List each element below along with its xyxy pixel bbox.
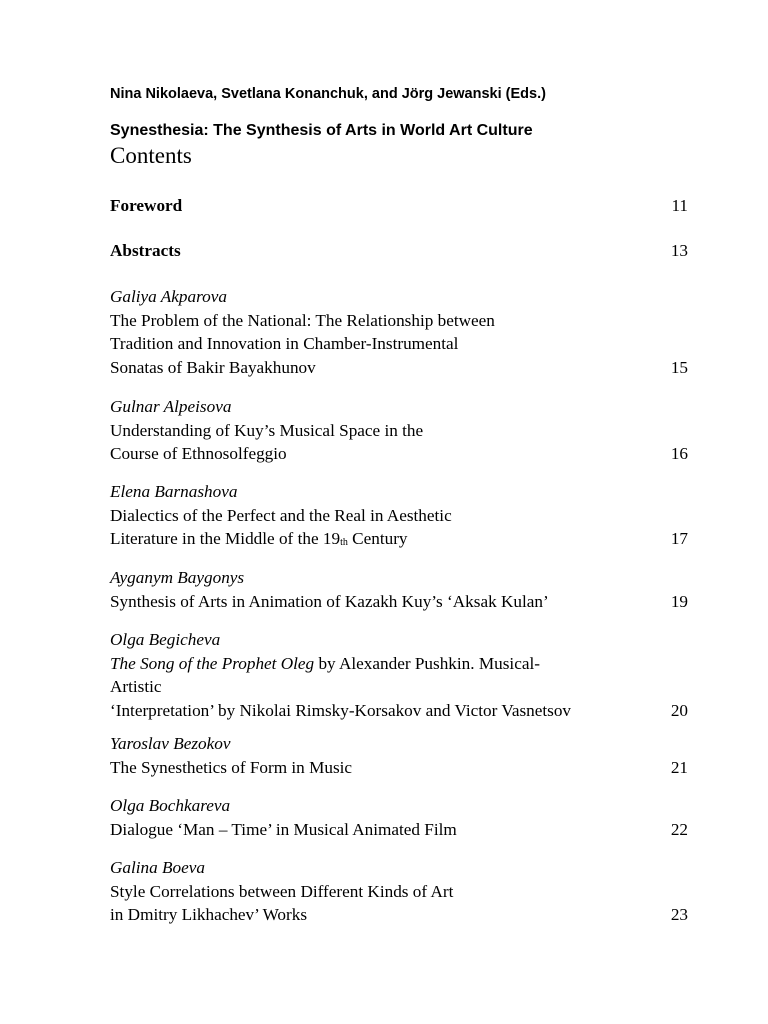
toc-title-line: ‘Interpretation’ by Nikolai Rimsky-Korsakov and Victor Vasnetsov [110,700,572,720]
toc-page-number: 19 [670,591,688,611]
toc-page-number: 20 [670,700,688,720]
toc-title-line: in Dmitry Likhachev’ Works [110,905,308,924]
toc-title-line: Artistic [110,677,162,696]
toc-entry [110,395,688,466]
toc-author: Ayganym Baygonys [110,568,245,587]
toc-title-line: The Problem of the National: The Relationship between [110,310,495,330]
toc-entry [110,732,688,779]
toc-page-number: 21 [670,757,688,777]
toc-page-number: 11 [671,196,688,215]
toc-author: Galiya Akparova [110,287,227,306]
toc-author: Yaroslav Bezokov [110,734,231,753]
toc-title-line [110,652,688,676]
toc-title-text: by Alexander Pushkin. Musical- [314,653,540,673]
toc-page-number: 13 [670,241,688,260]
toc-page-number: 15 [670,357,688,377]
toc-page-number: 17 [670,529,688,548]
toc-page-number: 22 [670,819,688,839]
toc-title-line: Dialogue ‘Man – Time’ in Musical Animated Film [110,819,457,839]
toc-title-line: The Synesthetics of Form in Music [110,757,353,777]
toc-author: Olga Bochkareva [110,796,231,815]
editors-line: Nina Nikolaeva, Svetlana Konanchuk, and Jörg Jewanski (Eds.) [110,86,546,102]
toc-entry-foreword [110,194,688,218]
toc-section-title: Foreword [110,196,183,215]
toc-title-italic: The Song of the Prophet Oleg [110,653,315,673]
toc-page-number: 23 [670,905,688,924]
toc-entry-abstracts [110,239,688,263]
toc-entry [110,566,688,613]
toc-page-number: 16 [670,444,688,463]
toc-entry [110,856,688,927]
toc-entry [110,794,688,841]
toc-title-line: Sonatas of Bakir Bayakhunov [110,357,316,377]
toc-title-line: Dialectics of the Perfect and the Real in Aesthetic [110,505,452,525]
toc-entry [110,480,688,551]
toc-title-line: Synthesis of Arts in Animation of Kazakh Kuy’s ‘Aksak Kulan’ [110,591,549,611]
book-title: Synesthesia: The Synthesis of Arts in World Art Culture [110,122,533,139]
toc-section-title: Abstracts [110,241,181,260]
ordinal-suffix: th [340,537,348,548]
toc-entry [110,285,688,379]
toc-title-line: Course of Ethnosolfeggio [110,444,287,463]
toc-title-line [110,527,688,551]
toc-title-line: Style Correlations between Different Kinds of Art [110,881,454,901]
toc-author: Gulnar Alpeisova [110,397,232,416]
toc-title-line: Understanding of Kuy’s Musical Space in the [110,420,424,440]
toc-author: Elena Barnashova [110,482,238,501]
toc-title-text: Literature in the Middle of the 19 [110,529,341,548]
toc-author: Olga Begicheva [110,630,221,649]
contents-heading: Contents [110,143,192,168]
toc-title-line: Tradition and Innovation in Chamber-Instrumental [110,334,459,353]
toc-entry [110,628,688,722]
toc-author: Galina Boeva [110,858,205,877]
toc-title-text: Century [347,529,408,548]
